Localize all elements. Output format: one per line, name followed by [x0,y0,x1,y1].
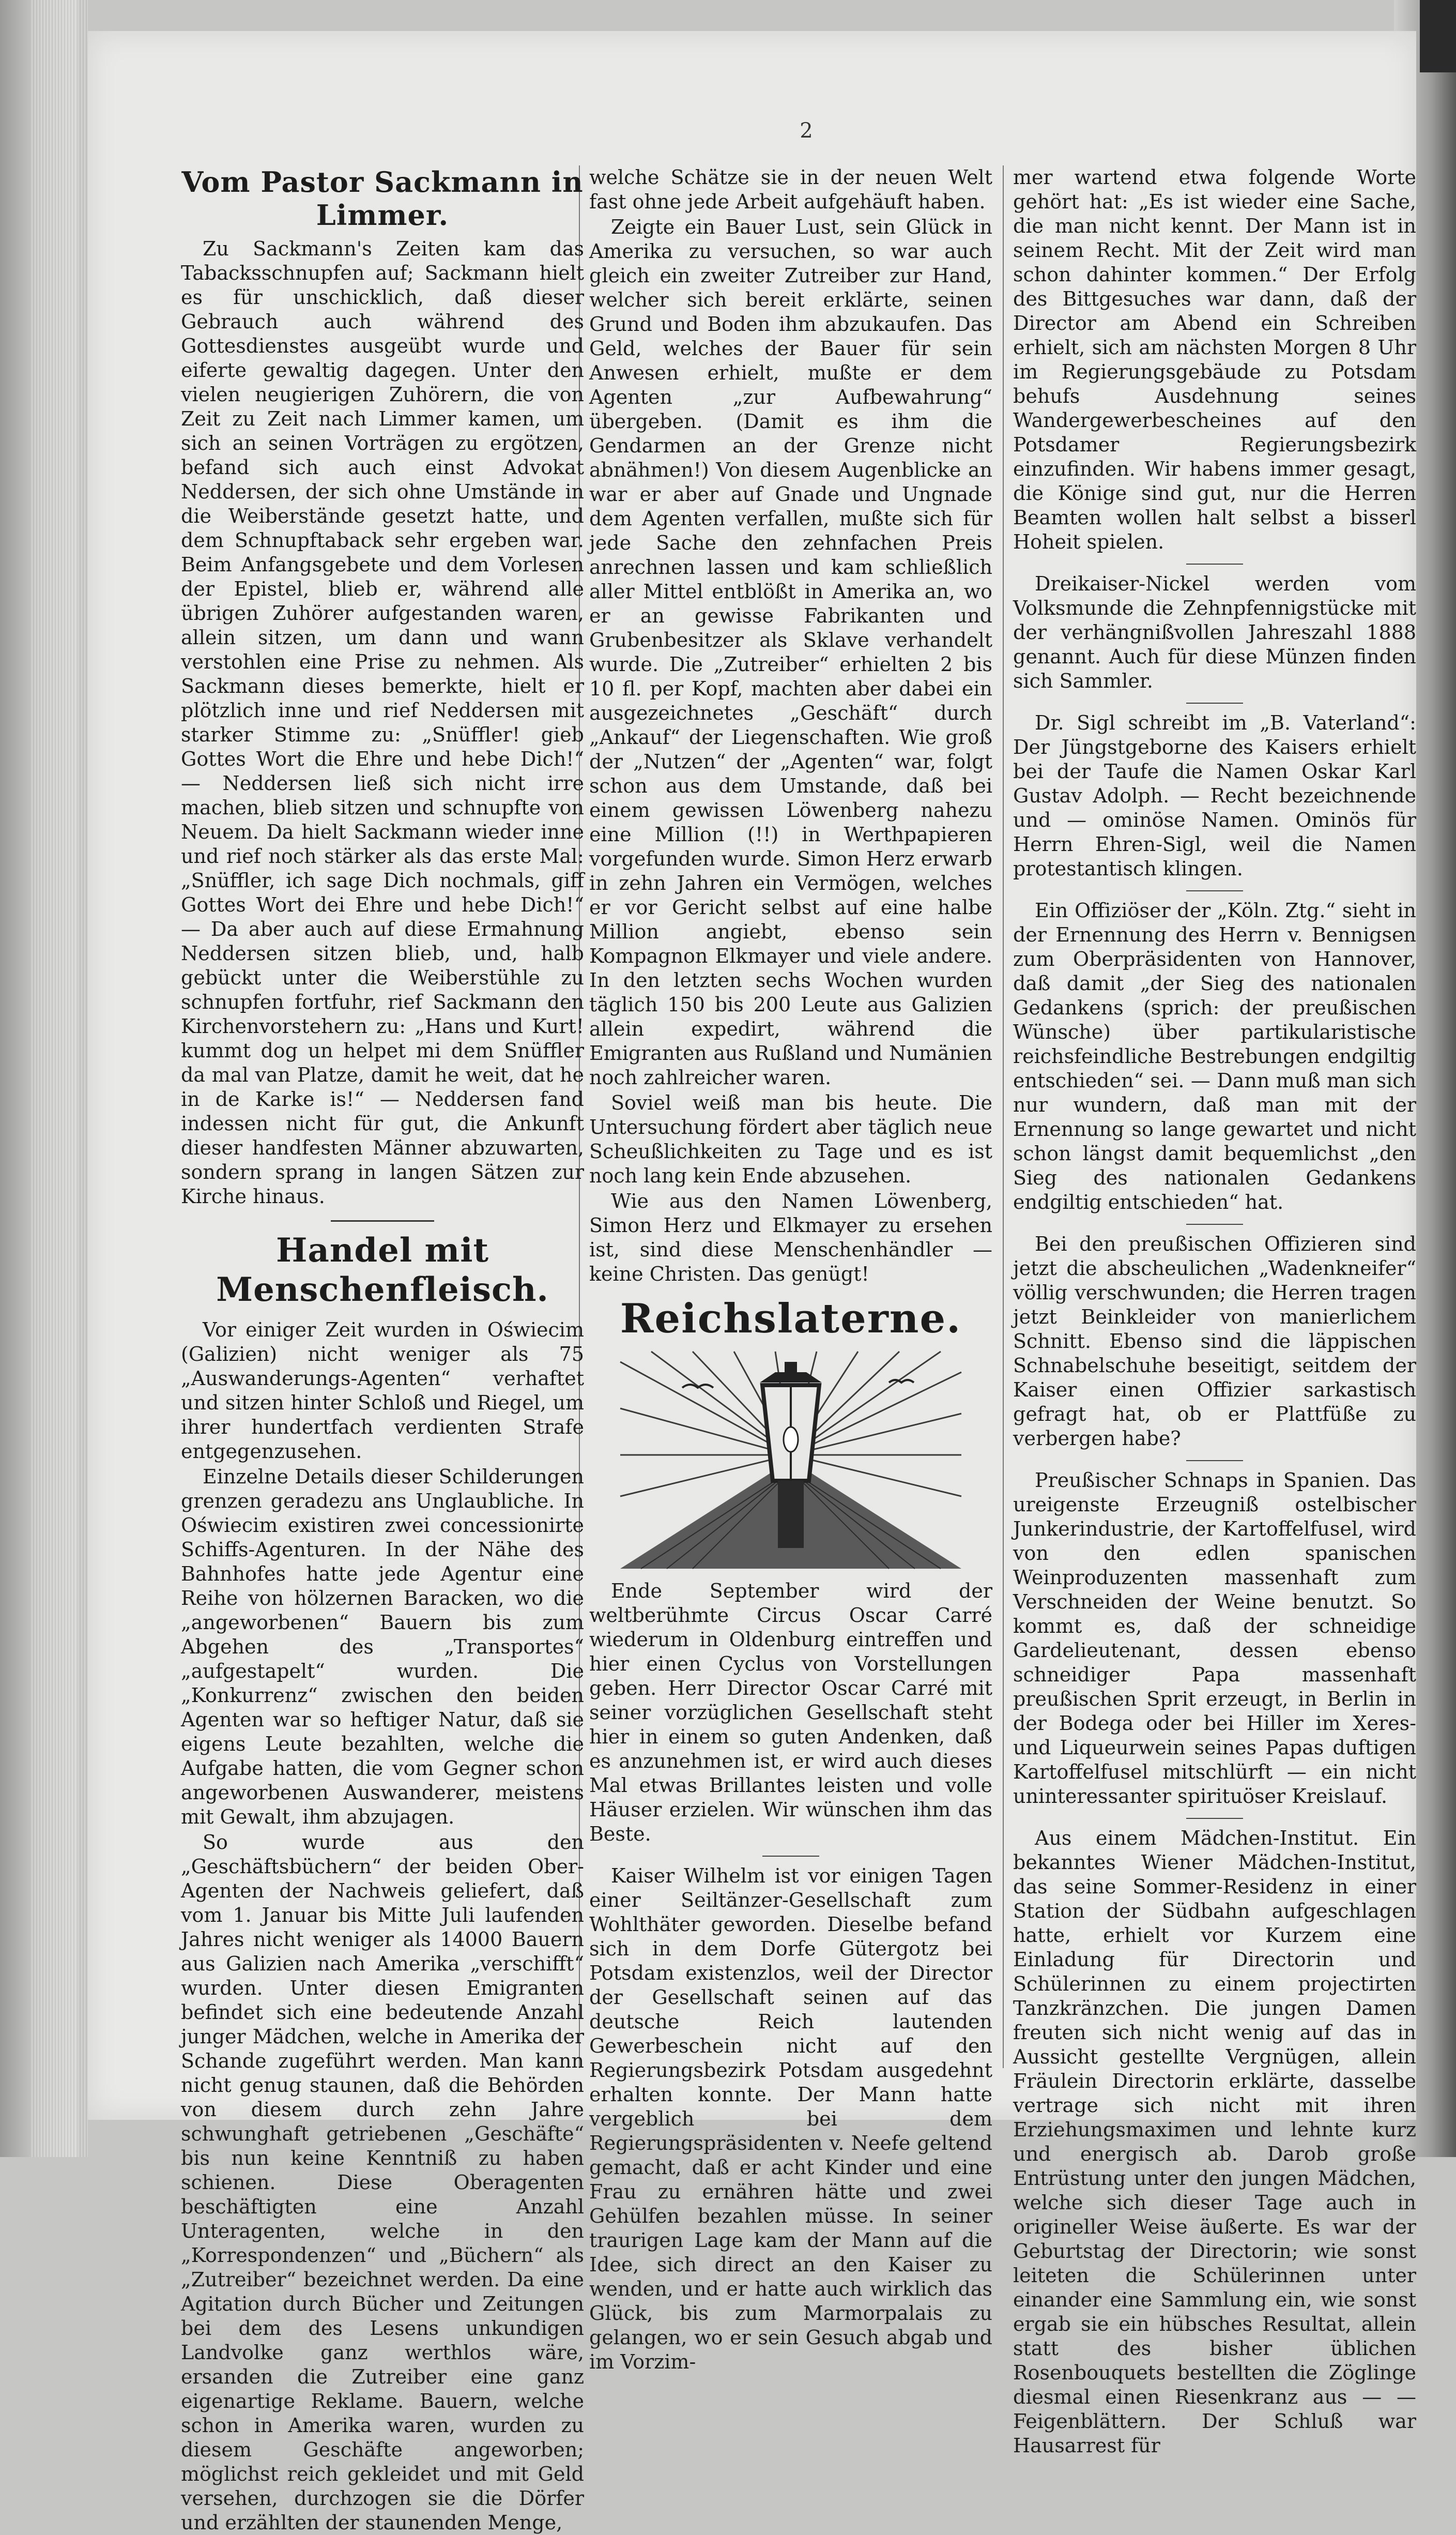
page-number: 2 [800,119,813,143]
article-paragraph: Dr. Sigl schreibt im „B. Vaterland“: Der Jüngstgeborne des Kaisers erhielt bei der Taufe die Namen Oskar Karl Gustav Adolph. — Recht bezeichnende und — ominöse Namen. Ominös für Herrn Ehren-Sigl, weil die Namen protestantisch klingen. [1013,711,1416,880]
column-1 [181,165,584,2534]
article-paragraph: welche Schätze sie in der neuen Welt fast ohne jede Arbeit aufgehäuft haben. [589,166,992,213]
item-divider [1186,1460,1243,1461]
article-title-menschenhandel: Handel mit Menschenfleisch. [216,1231,549,1309]
column-2 [589,165,992,2373]
article-paragraph: Ende September wird der weltberühmte Circus Oscar Carré wiederum in Oldenburg eintreffen und hier einen Cyclus von Vorstellungen geben. Herr Director Oscar Carré mit seiner vorzüglichen Gesellschaft steht hier in einem so guten Andenken, daß es anzunehmen ist, er wird auch dieses Mal etwas Brillantes leisten und volle Häuser erzielen. Wir wünschen ihm das Beste. [589,1580,992,1845]
lantern-illustration [620,1352,961,1569]
item-divider [762,1856,819,1857]
book-cover-corner [1420,0,1456,72]
item-divider [1186,890,1243,891]
article-title-sackmann: Vom Pastor Sackmann in Limmer. [181,165,584,232]
item-divider [1186,1224,1243,1225]
article-paragraph: Bei den preußischen Offizieren sind jetzt die abscheulichen „Wadenkneifer“ völlig verschwunden; die Herren tragen jetzt Beinkleider von manierlichem Schnitt. Ebenso sind die läppischen Schnabelschuhe beseitigt, seitdem der Kaiser einen Offizier sarkastisch gefragt hat, ob er Plattfüße zu verbergen habe? [1013,1233,1416,1450]
column-3 [1013,165,1416,2457]
article-paragraph: Vor einiger Zeit wurden in Oświecim (Galizien) nicht weniger als 75 „Auswanderungs-Agenten“ verhaftet und sitzen hinter Schloß und Riegel, um ihrer hundertfach verdienten Strafe entgegenzusehen. [181,1318,584,1463]
article-paragraph: Einzelne Details dieser Schilderungen grenzen geradezu ans Unglaubliche. In Oświecim existiren zwei concessionirte Schiffs-Agenturen. In der Nähe des Bahnhofes hatte jede Agentur eine Reihe von hölzernen Baracken, wo die „angeworbenen“ Bauern bis zum Abgehen des „Transportes“ „aufgestapelt“ wurden. Die „Konkurrenz“ zwischen den beiden Agenten war so heftiger Natur, daß sie eigens Leute bezahlten, welche die Aufgabe hatten, die vom Gegner schon angeworbenen Auswanderer, meistens mit Gewalt, ihm abzujagen. [181,1465,584,1828]
article-paragraph: mer wartend etwa folgende Worte gehört hat: „Es ist wieder eine Sache, die man nicht kennt. Der Mann ist in seinem Recht. Mit der Zeit wird man schon dahinter kommen.“ Der Erfolg des Bittgesuches war dann, daß der Director am Abend ein Schreiben erhielt, sich am nächsten Morgen 8 Uhr im Regierungsgebäude zu Potsdam behufs Ausdehnung seines Wandergewerbescheines auf den Potsdamer Regierungsbezirk einzufinden. Wir habens immer gesagt, die Könige sind gut, nur die Herren Beamten wollen halt selbst a bisserl Hoheit spielen. [1013,166,1416,553]
article-paragraph: Ein Offiziöser der „Köln. Ztg.“ sieht in der Ernennung des Herrn v. Bennigsen zum Oberpräsidenten von Hannover, daß damit „der Sieg des nationalen Gedankens (sprich: der preußischen Wünsche) über partikularistische reichsfeindliche Bestrebungen endgiltig entschieden“ sei. — Dann muß man sich nur wundern, daß man mit der Ernennung so lange gewartet und nicht schon längst damit bequemlichst „den Sieg des nationalen Gedankens endgiltig entschieden“ hat. [1013,899,1416,1213]
article-paragraph: Preußischer Schnaps in Spanien. Das ureigenste Erzeugniß ostelbischer Junkerindustrie, der Kartoffelfusel, wird von den edlen spanischen Weinproduzenten massenhaft zum Verschneiden der Weine benutzt. So kommt es, daß der schneidige Gardelieutenant, dessen ebenso schneidiger Papa massenhaft preußischen Sprit erzeugt, in Berlin in der Bodega oder bei Hiller im Xeres- und Liqueurwein seines Papas duftigen Kartoffelfusel mitschlürft — ein nicht uninteressanter spirituöser Kreislauf. [1013,1469,1416,1808]
item-divider [1186,1818,1243,1819]
article-paragraph: Zeigte ein Bauer Lust, sein Glück in Amerika zu versuchen, so war auch gleich ein zweiter Zutreiber zur Hand, welcher sich bereit erklärte, seinen Grund und Boden ihm abzukaufen. Das Geld, welches der Bauer für sein Anwesen erhielt, mußte er dem Agenten „zur Aufbewahrung“ übergeben. (Damit es ihm die Gendarmen an der Grenze nicht abnähmen!) Von diesem Augenblicke an war er aber auf Gnade und Ungnade dem Agenten verfallen, mußte sich für jede Sache den zehnfachen Preis anrechnen lassen und kam schließlich aller Mittel entblößt in Amerika an, wo er an gewisse Fabrikanten und Grubenbesitzer als Sklave verhandelt wurde. Die „Zutreiber“ erhielten 2 bis 10 fl. per Kopf, machten aber dabei ein ausgezeichnetes „Geschäft“ durch „Ankauf“ der Liegenschaften. Wie groß der „Nutzen“ der „Agenten“ war, folgt schon aus dem Umstande, daß bei einem gewissen Löwenberg nahezu eine Million (!!) in Werthpapieren vorgefunden wurde. Simon Herz erwarb in zehn Jahren ein Vermögen, welches er vor Gericht selbst auf eine halbe Million angiebt, ebenso sein Kompagnon Elkmayer und viele andere. In den letzten sechs Wochen wurden täglich 150 bis 200 Leute aus Galizien allein expedirt, während die Emigranten aus Rußland und Numänien noch zahlreicher waren. [589,216,992,1089]
article-body-sackmann: Zu Sackmann's Zeiten kam das Tabacksschnupfen auf; Sackmann hielt es für unschicklich, daß dieser Gebrauch auch während des Gottesdienstes ausgeübt wurde und eiferte gewaltig dagegen. Unter den vielen neugierigen Zuhörern, die von Zeit zu Zeit nach Limmer kamen, um sich an seinen Vorträgen zu ergötzen, befand sich auch einst Advokat Neddersen, der sich ohne Umstände in die Weiberstände gesetzt hatte, und dem Schnupftaback sehr ergeben war. Beim Anfangsgebete und dem Vorlesen der Epistel, blieb er, während alle übrigen Zuhörer aufgestanden waren, allein sitzen, um dann und wann verstohlen eine Prise zu nehmen. Als Sackmann dieses bemerkte, hielt er plötzlich inne und rief Neddersen mit starker Stimme zu: „Snüffler! gieb Gottes Wort die Ehre und hebe Dich!“ — Neddersen ließ sich nicht irre machen, blieb sitzen und schnupfte von Neuem. Da hielt Sackmann wieder inne und rief noch stärker als das erste Mal: „Snüffler, ich sage Dich nochmals, giff Gottes Wort dei Ehre und hebe Dich!“ — Da aber auch auf diese Ermahnung Neddersen sitzen blieb, und, halb gebückt unter die Weiberstühle zu schnupfen fortfuhr, rief Sackmann den Kirchenvorstehern zu: „Hans und Kurt! kummt dog un helpet mi dem Snüffler da mal van Platze, damit he weit, dat he in de Karke is!“ — Neddersen fand indessen nicht für gut, die Ankunft dieser handfesten Männer abzuwarten, sondern sprang in langen Sätzen zur Kirche hinaus. [181,237,584,1208]
section-divider [331,1220,434,1222]
article-paragraph: Dreikaiser-Nickel werden vom Volksmunde die Zehnpfennigstücke mit der verhängnißvollen Jahreszahl 1888 genannt. Auch für diese Münzen finden sich Sammler. [1013,572,1416,692]
article-paragraph: Aus einem Mädchen-Institut. Ein bekanntes Wiener Mädchen-Institut, das seine Sommer-Residenz in einer Station der Südbahn aufgeschlagen hatte, erhielt vor Kurzem eine Einladung für Directorin und Schülerinnen zu einem projectirten Tanzkränzchen. Die jungen Damen freuten sich nicht wenig auf das in Aussicht gestellte Vergnügen, allein Fräulein Directorin erklärte, dasselbe vertrage sich nicht mit ihren Erziehungsmaximen und lehnte kurz und energisch ab. Darob große Entrüstung unter den jungen Mädchen, welche sich dieser Tage auch in origineller Weise äußerte. Es war der Geburtstag der Directorin; wie sonst leiteten die Schülerinnen unter einander eine Sammlung ein, wie sonst ergab sie ein hübsches Resultat, allein statt des bisher üblichen Rosenbouquets bestellten die Zöglinge diesmal einen Riesenkranz aus — — Feigenblättern. Der Schluß war Hausarrest für [1013,1827,1416,2457]
section-masthead-reichslaterne: Reichslaterne. [620,1295,962,1342]
page-stack-edges [31,0,88,2157]
article-paragraph: Kaiser Wilhelm ist vor einigen Tagen einer Seiltänzer-Gesellschaft zum Wohlthäter geworden. Dieselbe befand sich in dem Dorfe Gütergotz bei Potsdam existenzlos, weil der Director der Gesellschaft seinen auf das deutsche Reich lautenden Gewerbeschein nicht auf den Regierungsbezirk Potsdam ausgedehnt erhalten konnte. Der Mann hatte vergeblich bei dem Regierungspräsidenten v. Neefe geltend gemacht, daß er acht Kinder und eine Frau zu ernähren hätte und zwei Gehülfen bezahlen müsse. In seiner traurigen Lage kam der Mann auf die Idee, sich direct an den Kaiser zu wenden, und er hatte auch wirklich das Glück, bis zum Marmorpalais zu gelangen, wo er sein Gesuch abgab und im Vorzim- [589,1864,992,2373]
column-rule-2 [1003,165,1004,2068]
article-paragraph: Soviel weiß man bis heute. Die Untersuchung fördert aber täglich neue Scheußlichkeiten zu Tage und es ist noch lang kein Ende abzusehen. [589,1091,992,1187]
item-divider [1186,564,1243,565]
article-paragraph: So wurde aus den „Geschäftsbüchern“ der beiden Ober-Agenten der Nachweis geliefert, daß vom 1. Januar bis Mitte Juli laufenden Jahres nicht weniger als 14000 Bauern aus Galizien nach Amerika „verschifft“ wurden. Unter diesen Emigranten befindet sich eine bedeutende Anzahl junger Mädchen, welche in Amerika der Schande zugeführt werden. Man kann nicht genug staunen, daß die Behörden von diesem durch zehn Jahre schwunghaft getriebenen „Geschäfte“ bis nun keine Kenntniß zu haben schienen. Diese Oberagenten beschäftigten eine Anzahl Unteragenten, welche in den „Korrespondenzen“ und „Büchern“ als „Zutreiber“ bezeichnet werden. Da eine Agitation durch Bücher und Zeitungen bei dem des Lesens unkundigen Landvolke ganz werthlos wäre, ersanden die Zutreiber eine ganz eigenartige Reklame. Bauern, welche schon in Amerika waren, wurden zu diesem Geschäfte angeworben; möglichst reich gekleidet und mit Geld versehen, durchzogen sie die Dörfer und erzählten der staunenden Menge, [181,1831,584,2534]
item-divider [1186,703,1243,704]
article-paragraph: Wie aus den Namen Löwenberg, Simon Herz und Elkmayer zu ersehen ist, sind diese Menschenhändler — keine Christen. Das genügt! [589,1190,992,1285]
